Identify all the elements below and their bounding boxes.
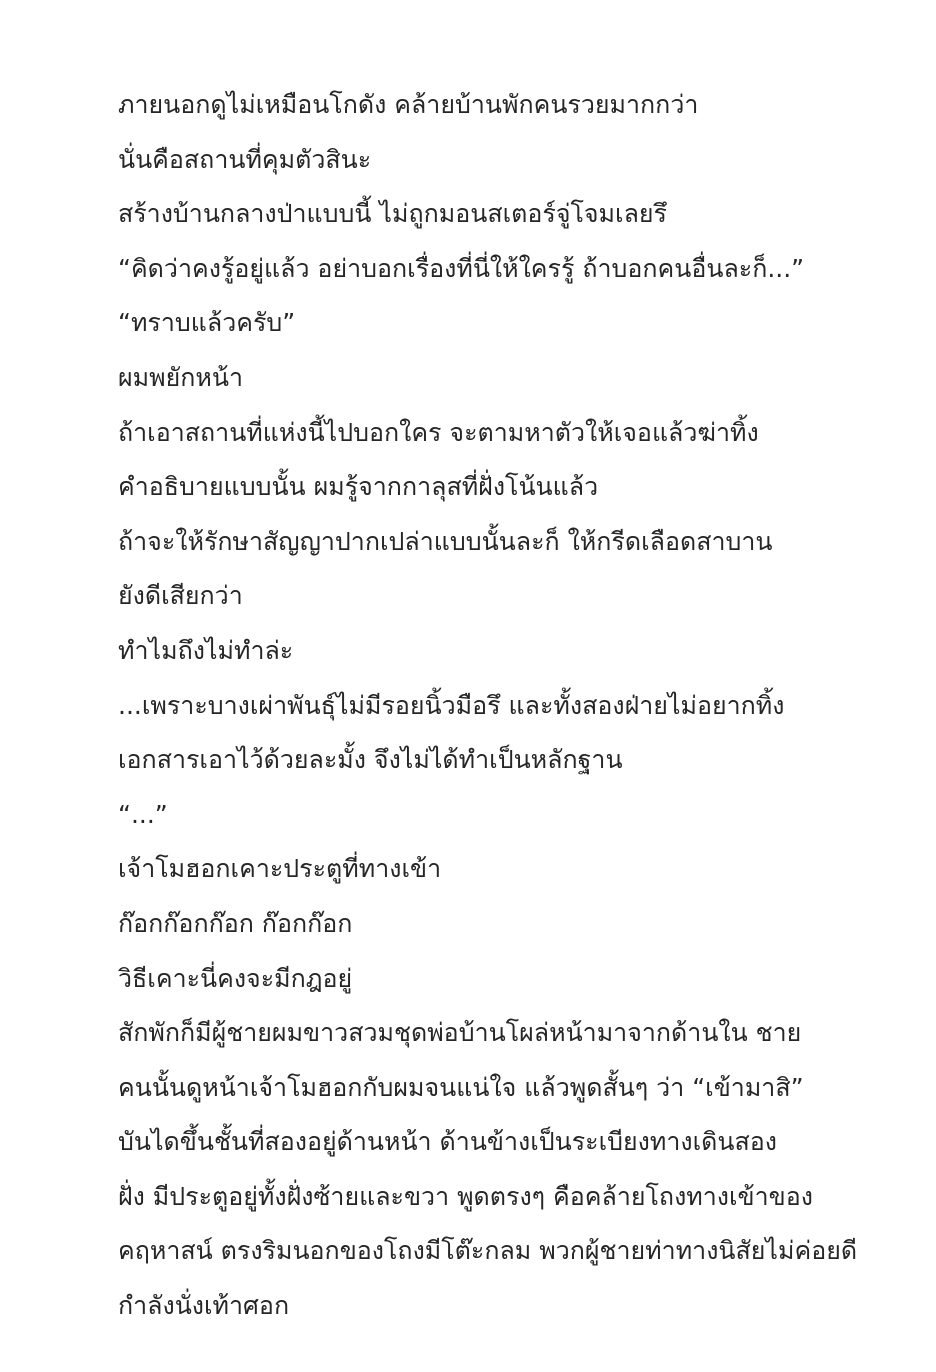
text-line: ก๊อกก๊อกก๊อก ก๊อกก๊อก xyxy=(118,908,353,938)
text-line: คฤหาสน์ ตรงริมนอกของโถงมีโต๊ะกลม พวกผู้ชายท่าทางนิสัยไม่ค่อยดี xyxy=(118,1236,858,1266)
text-line: ฝั่ง มีประตูอยู่ทั้งฝั่งซ้ายและขวา พูดตรงๆ คือคล้ายโถงทางเข้าของ xyxy=(118,1181,813,1211)
paragraph xyxy=(43,1006,804,1115)
paragraph xyxy=(43,78,793,133)
text-line: “คิดว่าคงรู้อยู่แล้ว อย่าบอกเรื่องที่นี่ให้ใครรู้ ถ้าบอกคนอื่นละก็...” xyxy=(118,253,805,283)
document-body xyxy=(43,78,858,1334)
paragraph xyxy=(43,952,793,1007)
paragraph xyxy=(43,351,793,406)
text-line: คนนั้นดูหน้าเจ้าโมฮอกกับผมจนแน่ใจ แล้วพูดสั้นๆ ว่า “เข้ามาสิ” xyxy=(118,1072,804,1102)
text-line: “...” xyxy=(118,799,168,829)
text-line: เอกสารเอาไว้ด้วยละมั้ง จึงไม่ได้ทำเป็นหลักฐาน xyxy=(118,745,623,775)
text-line: ผมพยักหน้า xyxy=(118,362,243,392)
text-line: สักพักก็มีผู้ชายผมขาวสวมชุดพ่อบ้านโผล่หน้ามาจากด้านใน ชาย xyxy=(118,1018,802,1048)
paragraph xyxy=(43,679,793,788)
paragraph xyxy=(43,515,793,624)
text-line: เจ้าโมฮอกเคาะประตูที่ทางเข้า xyxy=(118,854,442,884)
text-line: ถ้าจะให้รักษาสัญญาปากเปล่าแบบนั้นละก็ ให้กรีดเลือดสาบาน xyxy=(118,526,773,556)
text-line: กำลังนั่งเท้าศอก xyxy=(118,1291,290,1321)
paragraph xyxy=(43,788,793,843)
text-line: ทำไมถึงไม่ทำล่ะ xyxy=(118,635,294,665)
text-line: “ทราบแล้วครับ” xyxy=(118,308,296,338)
text-line: ถ้าเอาสถานที่แห่งนี้ไปบอกใคร จะตามหาตัวให้เจอแล้วฆ่าทิ้ง xyxy=(118,417,759,447)
paragraph xyxy=(43,897,793,952)
text-line: ภายนอกดูไม่เหมือนโกดัง คล้ายบ้านพักคนรวยมากกว่า xyxy=(118,90,699,119)
text-line: วิธีเคาะนี่คงจะมีกฎอยู่ xyxy=(118,963,353,993)
paragraph xyxy=(43,460,793,515)
paragraph xyxy=(43,296,793,351)
text-line: สร้างบ้านกลางป่าแบบนี้ ไม่ถูกมอนสเตอร์จู่โจมเลยรึ xyxy=(118,199,667,229)
paragraph xyxy=(43,1115,858,1333)
paragraph xyxy=(43,187,793,242)
text-line: บันไดขึ้นชั้นที่สองอยู่ด้านหน้า ด้านข้างเป็นระเบียงทางเดินสอง xyxy=(118,1127,777,1157)
paragraph xyxy=(43,624,793,679)
paragraph xyxy=(43,842,793,897)
paragraph xyxy=(43,242,805,297)
text-line: คำอธิบายแบบนั้น ผมรู้จากกาลุสที่ฝั่งโน้นแล้ว xyxy=(118,472,599,502)
paragraph xyxy=(43,133,793,188)
text-line: ...เพราะบางเผ่าพันธุ์ไม่มีรอยนิ้วมือรึ และทั้งสองฝ่ายไม่อยากทิ้ง xyxy=(118,690,785,720)
paragraph xyxy=(43,406,793,461)
text-line: นั่นคือสถานที่คุมตัวสินะ xyxy=(118,144,372,174)
text-line: ยังดีเสียกว่า xyxy=(118,581,243,611)
